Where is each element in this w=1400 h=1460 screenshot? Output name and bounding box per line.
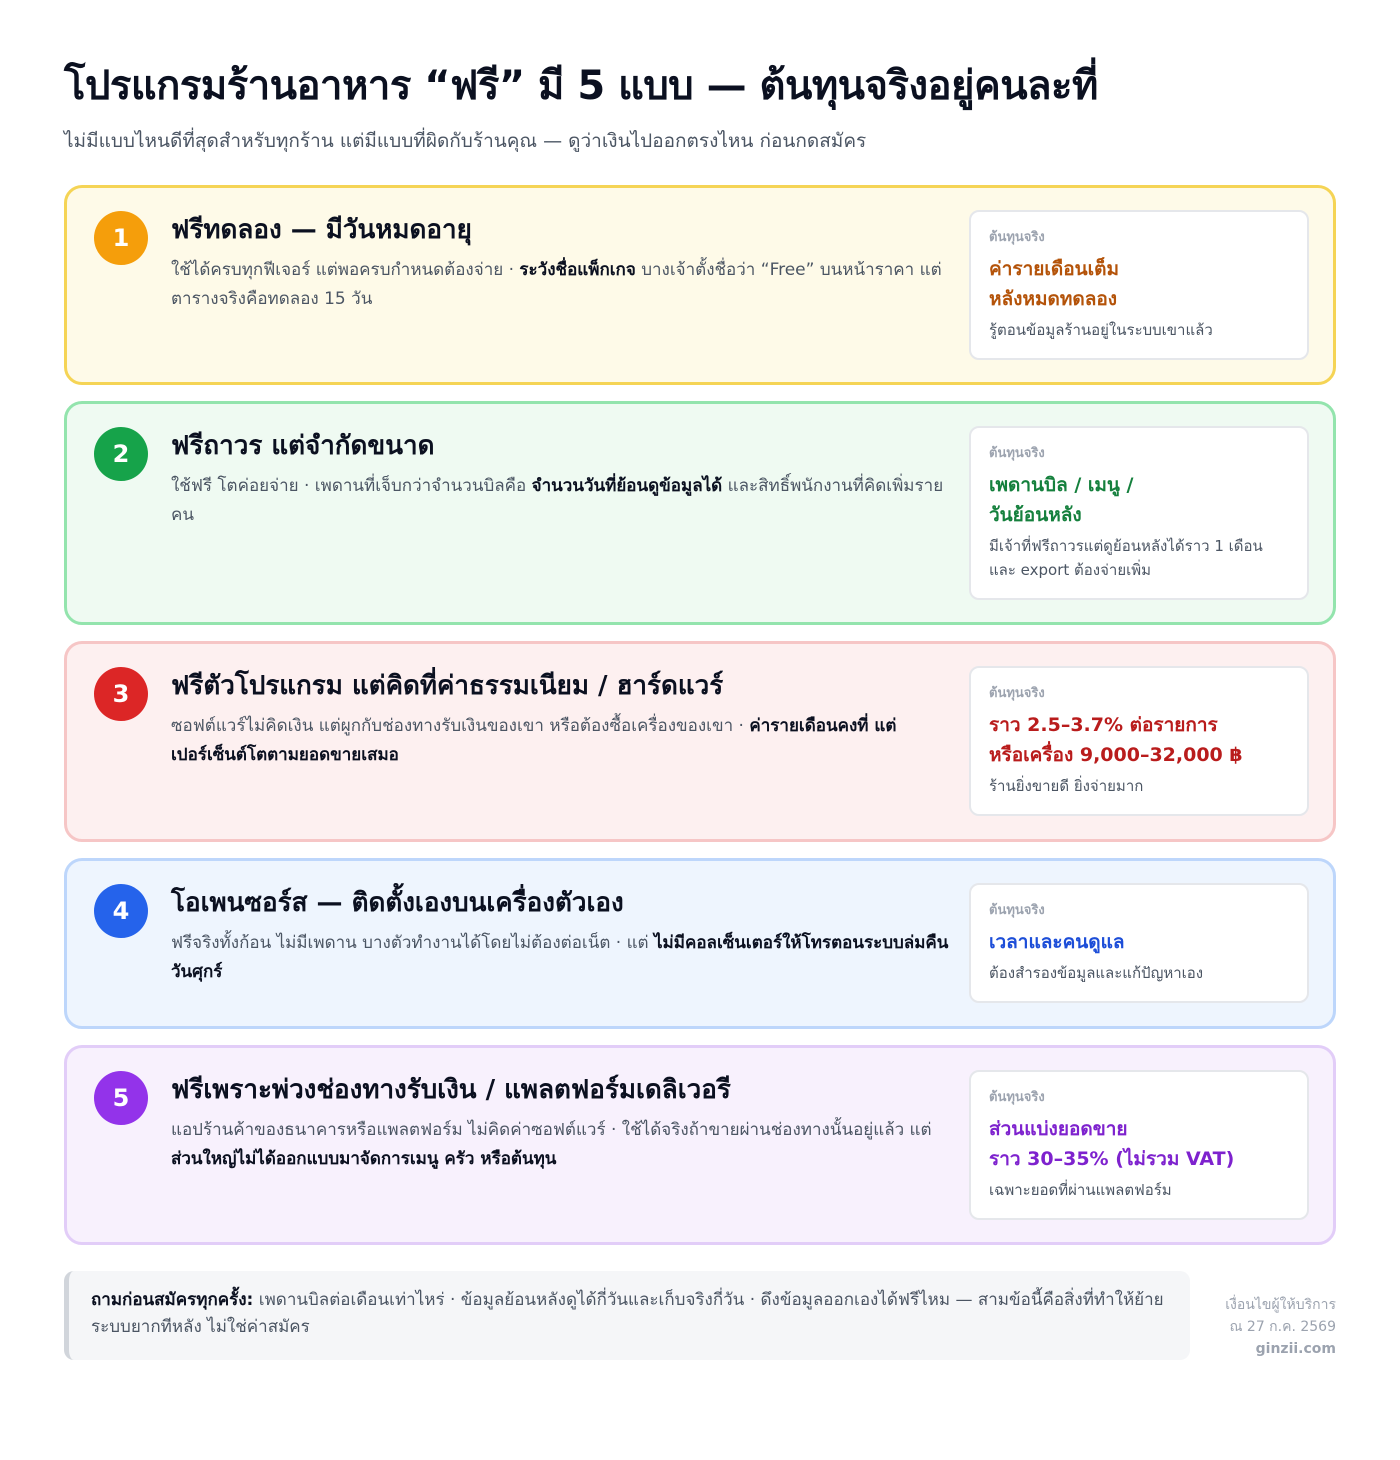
option-card-bundled-platform — [64, 1045, 1336, 1245]
card-description-highlight: ค่ารายเดือนคงที่ แต่เปอร์เซ็นต์โตตามยอดขายเสมอ — [171, 716, 897, 765]
card-description-highlight: จำนวนวันที่ย้อนดูข้อมูลได้ — [531, 476, 723, 496]
card-description-highlight: ระวังชื่อแพ็กเกจ — [519, 260, 636, 280]
real-cost-label: ต้นทุนจริง — [989, 903, 1045, 918]
page-subtitle: ไม่มีแบบไหนดีที่สุดสำหรับทุกร้าน แต่มีแบบที่ผิดกับร้านคุณ — ดูว่าเงินไปออกตรงไหน ก่อนกดสมัคร — [64, 130, 867, 152]
real-cost-label: ต้นทุนจริง — [989, 686, 1045, 701]
card-description: แอปร้านค้าของธนาคารหรือแพลตฟอร์ม ไม่คิดค่าซอฟต์แวร์ · ใช้ได้จริงถ้าขายผ่านช่องทางนั้นอยู่แล้ว แต่ ส่วนใหญ่ไม่ได้ออกแบบมาจัดการเมนู ครัว หรือต้นทุน — [171, 1120, 932, 1169]
footer-callout-lead: ถามก่อนสมัครทุกครั้ง: — [91, 1290, 254, 1310]
option-card-open-source — [64, 858, 1336, 1029]
number-badge: 2 — [94, 427, 148, 481]
site-brand: ginzii.com — [1255, 1341, 1336, 1357]
real-cost-note: ร้านยิ่งขายดี ยิ่งจ่ายมาก — [989, 777, 1144, 795]
footer-callout — [64, 1271, 1190, 1360]
real-cost-box — [969, 883, 1309, 1003]
footer-callout-text: เพดานบิลต่อเดือนเท่าไหร่ · ข้อมูลย้อนหลังดูได้กี่วันและเก็บจริงกี่วัน · ดึงข้อมูลออกเองได้ฟรีไหม — สามข้อนี้คือสิ่งที่ทำให้ย้ายระบบยากทีหลัง ไม่ใช่ค่าสมัคร — [91, 1290, 1164, 1337]
real-cost-note: รู้ตอนข้อมูลร้านอยู่ในระบบเขาแล้ว — [989, 321, 1213, 339]
real-cost-box — [969, 210, 1309, 360]
page-title: โปรแกรมร้านอาหาร “ฟรี” มี 5 แบบ — ต้นทุนจริงอยู่คนละที่ — [64, 63, 1098, 109]
option-card-free-trial — [64, 185, 1336, 385]
real-cost-box — [969, 1070, 1309, 1220]
card-description: ซอฟต์แวร์ไม่คิดเงิน แต่ผูกกับช่องทางรับเงินของเขา หรือต้องซื้อเครื่องของเขา · ค่ารายเดือนคงที่ แต่เปอร์เซ็นต์โตตามยอดขายเสมอ — [171, 716, 897, 765]
card-title: ฟรีตัวโปรแกรม แต่คิดที่ค่าธรรมเนียม / ฮาร์ดแวร์ — [171, 671, 724, 701]
card-title: โอเพนซอร์ส — ติดตั้งเองบนเครื่องตัวเอง — [171, 888, 624, 918]
footer-meta — [1190, 1294, 1336, 1360]
real-cost-value: เวลาและคนดูแล — [989, 931, 1125, 953]
card-title: ฟรีถาวร แต่จำกัดขนาด — [171, 431, 435, 461]
real-cost-label: ต้นทุนจริง — [989, 1090, 1045, 1105]
real-cost-label: ต้นทุนจริง — [989, 446, 1045, 461]
real-cost-note: ต้องสำรองข้อมูลและแก้ปัญหาเอง — [989, 964, 1204, 982]
real-cost-value: เพดานบิล / เมนู / วันย้อนหลัง — [989, 474, 1134, 526]
real-cost-value: ราว 2.5–3.7% ต่อรายการ หรือเครื่อง 9,000–32,000 ฿ — [989, 714, 1243, 766]
option-card-fees-hardware — [64, 641, 1336, 842]
card-description-highlight: ส่วนใหญ่ไม่ได้ออกแบบมาจัดการเมนู ครัว หรือต้นทุน — [171, 1149, 557, 1169]
number-badge: 1 — [94, 211, 148, 265]
number-badge: 3 — [94, 667, 148, 721]
number-badge: 5 — [94, 1071, 148, 1125]
as-of-date: ณ 27 ก.ค. 2569 — [1229, 1319, 1336, 1335]
real-cost-note: มีเจ้าที่ฟรีถาวรแต่ดูย้อนหลังได้ราว 1 เดือน และ export ต้องจ่ายเพิ่ม — [989, 537, 1263, 579]
real-cost-value: ส่วนแบ่งยอดขาย ราว 30–35% (ไม่รวม VAT) — [989, 1118, 1235, 1170]
card-description: ฟรีจริงทั้งก้อน ไม่มีเพดาน บางตัวทำงานได้โดยไม่ต้องต่อเน็ต · แต่ ไม่มีคอลเซ็นเตอร์ให้โทรตอนระบบล่มคืนวันศุกร์ — [171, 933, 949, 982]
card-description-highlight: ไม่มีคอลเซ็นเตอร์ให้โทรตอนระบบล่มคืนวันศุกร์ — [171, 933, 949, 982]
real-cost-box — [969, 426, 1309, 600]
real-cost-value: ค่ารายเดือนเต็ม หลังหมดทดลอง — [989, 258, 1119, 310]
card-title: ฟรีทดลอง — มีวันหมดอายุ — [171, 215, 472, 245]
real-cost-box — [969, 666, 1309, 816]
number-badge: 4 — [94, 884, 148, 938]
real-cost-label: ต้นทุนจริง — [989, 230, 1045, 245]
real-cost-note: เฉพาะยอดที่ผ่านแพลตฟอร์ม — [989, 1181, 1172, 1199]
card-description: ใช้ได้ครบทุกฟีเจอร์ แต่พอครบกำหนดต้องจ่าย · ระวังชื่อแพ็กเกจ บางเจ้าตั้งชื่อว่า “Free” บนหน้าราคา แต่ตารางจริงคือทดลอง 15 วัน — [171, 260, 942, 309]
card-title: ฟรีเพราะพ่วงช่องทางรับเงิน / แพลตฟอร์มเดลิเวอรี — [171, 1075, 731, 1105]
card-description: ใช้ฟรี โตค่อยจ่าย · เพดานที่เจ็บกว่าจำนวนบิลคือ จำนวนวันที่ย้อนดูข้อมูลได้ และสิทธิ์พนักงานที่คิดเพิ่มรายคน — [171, 476, 944, 525]
option-card-freemium — [64, 401, 1336, 625]
source-note: เงื่อนไขผู้ให้บริการ — [1225, 1297, 1336, 1313]
